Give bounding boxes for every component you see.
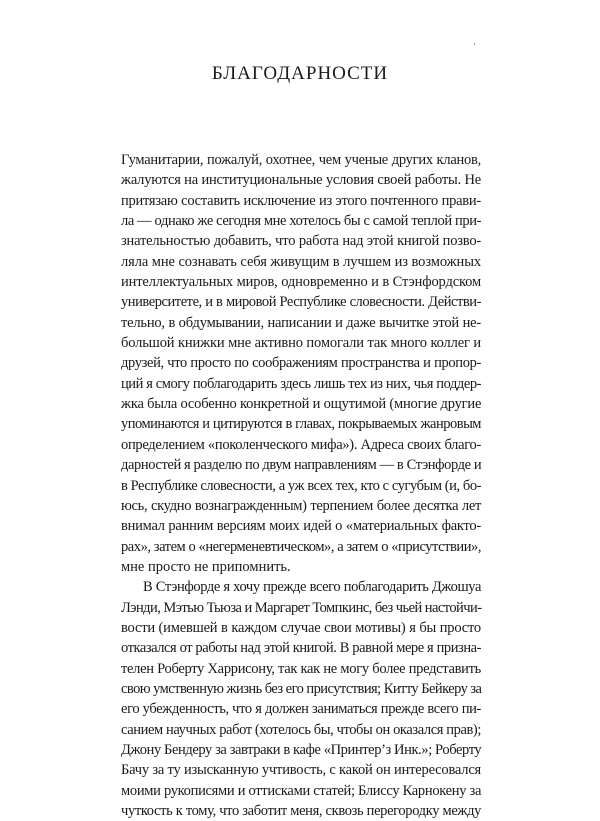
text-line: знательностью добавить, что работа над этой книгой позво-	[121, 233, 481, 250]
text-line: притязаю составить исключение из этого почтенного прави-	[121, 192, 481, 209]
text-line: ла — однако же сегодня мне хотелось бы с самой теплой при-	[121, 213, 481, 230]
text-line: Джону Бендеру за завтраки в кафе «Принтер’з Инк.»; Роберту	[121, 741, 482, 758]
text-line: рах», затем о «негерменевтическом», а затем о «присутствии»,	[121, 538, 481, 555]
text-line: упоминаются и цитируются в главах, покрываемых жанровым	[121, 416, 481, 433]
text-line: тельно, в обдумывании, написании и даже вычитке этой не-	[121, 314, 481, 331]
text-line: юсь, скудно вознагражденным) терпением более десятка лет	[121, 497, 481, 514]
text-line: В Стэнфорде я хочу прежде всего поблагодарить Джошуа	[143, 579, 481, 596]
text-line: ляла мне сознавать себя живущим в лучшем из возможных	[121, 253, 481, 270]
text-line: моими рукописями и оттисками статей; Блиссу Карнокену за	[121, 782, 482, 799]
text-line: его убежденность, что я должен заниматься прежде всего пи-	[121, 701, 481, 718]
text-line: санием научных работ (хотелось бы, чтобы он оказался прав);	[121, 721, 481, 738]
text-line: Лэнди, Мэтью Тьюза и Маргарет Томпкинс, без чьей настойчи-	[121, 599, 482, 616]
text-line: большой книжки мне активно помогали так много коллег и	[121, 335, 481, 352]
text-line: чуткость к тому, что заботит меня, сквозь перегородку между	[121, 803, 481, 819]
text-line: интеллектуальных миров, одновременно и в Стэнфордском	[121, 274, 481, 291]
paragraph-1	[121, 150, 481, 577]
text-line: Бачу за ту изысканную учтивость, с какой он интересовался	[121, 762, 482, 779]
text-line: дарностей я разделю по двум направлениям — в Стэнфорде и	[121, 457, 482, 474]
text-line: Гуманитарии, пожалуй, охотнее, чем ученые других кланов,	[121, 152, 481, 168]
text-line: телен Роберту Харрисону, так как не могу более представить	[121, 660, 481, 677]
page-title: БЛАГОДАРНОСТИ	[211, 63, 389, 84]
text-line: жка была особенно конкретной и ощутимой (многие другие	[121, 396, 482, 413]
text-line: мне просто не припомнить.	[121, 558, 291, 575]
text-line: в Республике словесности, а уж всех тех, кто с сугубым (и, бо-	[121, 477, 481, 494]
text-line: ций я смогу поблагодарить здесь лишь тех из них, чья поддер-	[121, 375, 481, 392]
text-line: друзей, что просто по соображениям пространства и пропор-	[121, 355, 481, 372]
text-line: университете, и в мировой Республике словесности. Действи-	[121, 294, 481, 311]
body-text	[121, 150, 481, 821]
page-mark: ·	[473, 39, 476, 49]
text-line: определением «поколенческого мифа»). Адреса своих благо-	[121, 436, 481, 453]
text-line: жалуются на институциональные условия своей работы. Не	[121, 172, 481, 189]
text-line: внимал ранним версиям моих идей о «материальных факто-	[121, 518, 481, 535]
text-line: отказался от работы над этой книгой. В равной мере я призна-	[121, 640, 481, 657]
text-line: свою умственную жизнь без его присутствия; Китту Бейкеру за	[121, 680, 482, 697]
text-line: вости (имевшей в каждом случае свои мотивы) я бы просто	[121, 619, 481, 636]
paragraph-2	[121, 577, 481, 821]
